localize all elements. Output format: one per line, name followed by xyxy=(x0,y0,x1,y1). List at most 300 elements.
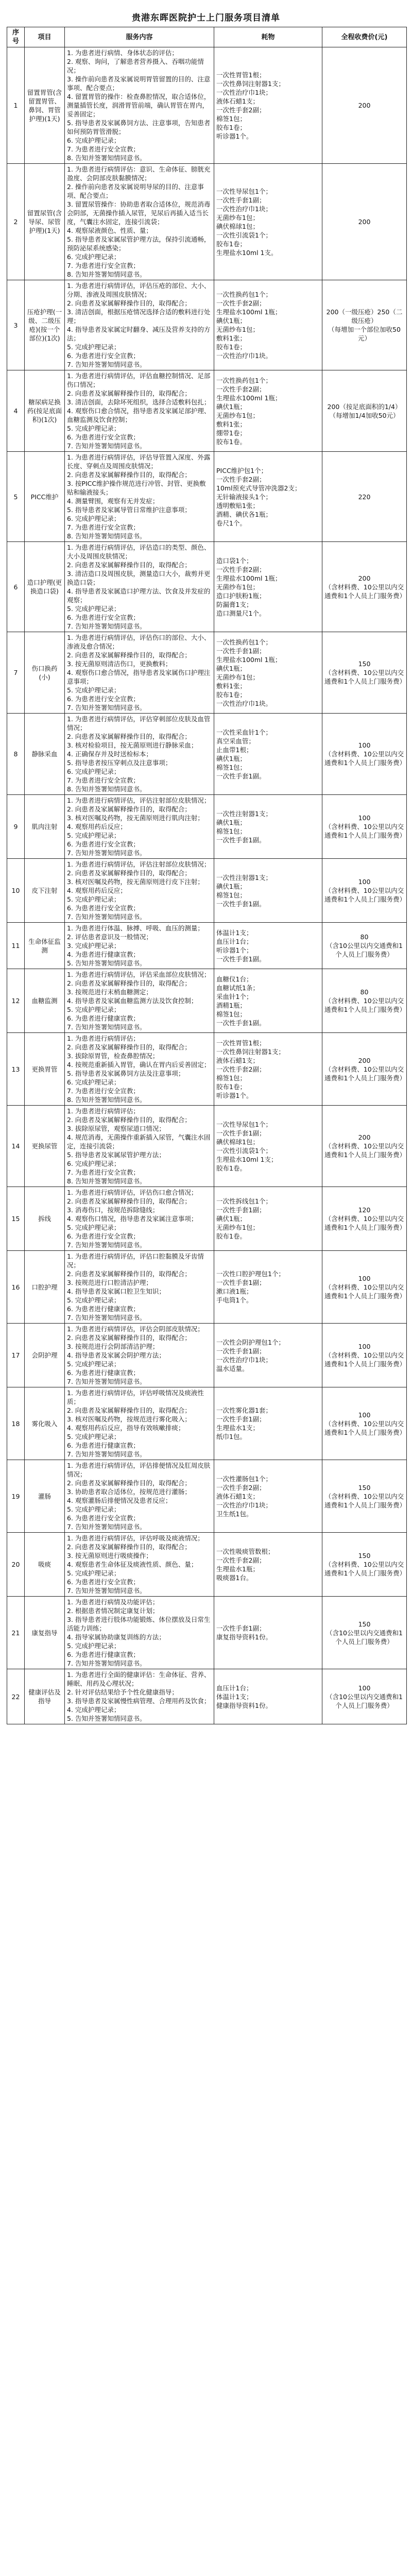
service-materials xyxy=(214,714,322,795)
row-number: 10 xyxy=(7,859,25,923)
service-name: 造口护理(更换造口袋) xyxy=(25,542,65,632)
content-line: 3. 按规范进行会阴部清洁护理； xyxy=(67,1343,159,1350)
content-line: 5. 完成护理记录； xyxy=(67,1642,121,1650)
content-line: 1. 为患者进行病情评估，评估伤口愈合情况； xyxy=(67,1189,198,1196)
service-materials xyxy=(214,47,322,164)
table-row xyxy=(7,280,407,370)
material-line: 一次性导尿包1个； xyxy=(216,187,272,195)
material-line: 一次性采血针1个； xyxy=(216,728,272,736)
material-line: 无菌纱布1包； xyxy=(216,326,259,333)
price-value: 200 xyxy=(358,1133,371,1141)
content-line: 6. 完成护理记录； xyxy=(67,768,121,775)
content-line: 2. 向患者及家属解释操作目的，取得配合； xyxy=(67,805,191,813)
material-line: 血糖试纸1条； xyxy=(216,984,259,992)
content-line: 1. 为患者进行病情评估，评估注射部位皮肤情况； xyxy=(67,796,211,804)
price-note: （含材料费、10公里以内交通费和1个人员上门服务费） xyxy=(324,583,406,600)
price-value: 150 xyxy=(358,1620,371,1628)
row-number: 13 xyxy=(7,1033,25,1106)
material-line: 漱口液1瓶； xyxy=(216,1287,253,1295)
material-line: 敷料1张； xyxy=(216,420,246,428)
content-line: 2. 向患者及家属解释操作目的，取得配合； xyxy=(67,561,191,569)
material-line: 吸痰器1台。 xyxy=(216,1573,253,1582)
price-value: 150 xyxy=(358,1552,371,1560)
material-line: 防漏膏1支； xyxy=(216,600,253,608)
service-content xyxy=(65,1106,214,1187)
service-content xyxy=(65,1387,214,1460)
content-line: 5. 指导患者及家属导管日常维护注意事项； xyxy=(67,506,191,514)
service-content xyxy=(65,969,214,1033)
service-content xyxy=(65,1251,214,1324)
content-line: 3. 协助患者取合适体位，按规范进行灌肠； xyxy=(67,1488,191,1496)
table-row xyxy=(7,164,407,280)
price-value: 100 xyxy=(358,1411,371,1419)
table-row xyxy=(7,1460,407,1533)
service-name: 压疮护理(一级、二级压疮)(按一个部位)(1次) xyxy=(25,280,65,370)
price-note: （含材料费、10公里以内交通费和1个人员上门服务费） xyxy=(324,1142,406,1159)
content-line: 3. 清洁造口及周围皮肤，测量造口大小，裁剪并更换造口袋； xyxy=(67,570,211,586)
table-row xyxy=(7,1033,407,1106)
row-number: 2 xyxy=(7,164,25,280)
row-number: 12 xyxy=(7,969,25,1033)
material-line: 采血针1个； xyxy=(216,992,253,1001)
row-number: 1 xyxy=(7,47,25,164)
table-row xyxy=(7,923,407,969)
material-line: 碘伏棉球1包； xyxy=(216,1138,259,1146)
service-price xyxy=(322,1187,407,1251)
content-line: 7. 为患者进行安全宣教； xyxy=(67,262,140,269)
material-line: 一次性注射器1支； xyxy=(216,809,272,818)
material-line: 一次性手套1副； xyxy=(216,196,266,204)
material-line: 10ml预充式导管冲洗器2支； xyxy=(216,484,301,492)
row-number: 18 xyxy=(7,1387,25,1460)
content-line: 6. 完成护理记录； xyxy=(67,137,121,144)
content-line: 7. 告知并签署知情同意书。 xyxy=(67,622,146,630)
content-line: 7. 告知并签署知情同意书。 xyxy=(67,849,146,857)
service-name: 更换尿管 xyxy=(25,1106,65,1187)
service-content xyxy=(65,1187,214,1251)
service-content xyxy=(65,1324,214,1387)
content-line: 1. 为患者进行病情评估，评估造口的类型、颜色、大小及周围皮肤情况； xyxy=(67,544,211,560)
content-line: 6. 为患者进行健康宣教； xyxy=(67,1369,140,1377)
material-line: 胶布1卷。 xyxy=(216,1164,246,1172)
service-name: 留置尿管(含导尿、尿管护理)(1天) xyxy=(25,164,65,280)
content-line: 6. 为患者进行健康宣教； xyxy=(67,1305,140,1313)
content-line: 5. 指导患者及家属鼻饲方法及注意事项； xyxy=(67,1070,185,1077)
content-line: 2. 向患者及家属解释操作目的，取得配合； xyxy=(67,471,191,479)
table-row xyxy=(7,1324,407,1387)
material-line: 绷带1卷； xyxy=(216,429,246,437)
material-line: 敷料1张； xyxy=(216,682,246,690)
material-line: 血压计1台； xyxy=(216,1684,253,1692)
content-line: 6. 为患者进行安全宣教； xyxy=(67,1514,140,1522)
content-line: 2. 向患者及家属解释操作目的，取得配合； xyxy=(67,1197,191,1205)
price-note: （含10公里以内交通费和1个人员上门服务费） xyxy=(326,942,403,958)
row-number: 14 xyxy=(7,1106,25,1187)
material-line: 棉签1包； xyxy=(216,763,246,771)
material-line: 一次性导尿包1个； xyxy=(216,1120,272,1128)
service-price xyxy=(322,795,407,859)
document-title: 贵港东晖医院护士上门服务项目清单 xyxy=(132,13,280,23)
material-line: 一次性注射器1支； xyxy=(216,873,272,882)
material-line: 碘伏1瓶； xyxy=(216,1215,246,1223)
content-line: 6. 完成护理记录； xyxy=(67,253,121,261)
content-line: 1. 为患者进行病情评估； xyxy=(67,1107,140,1115)
price-value: 200 xyxy=(358,101,371,109)
content-line: 5. 告知并签署知情同意书。 xyxy=(67,1715,146,1722)
material-line: 一次性胃管1根； xyxy=(216,71,266,79)
content-line: 6. 为患者进行安全宣教； xyxy=(67,1578,140,1586)
row-number: 15 xyxy=(7,1187,25,1251)
content-line: 1. 为患者进行病情、身体状态的评估； xyxy=(67,49,178,57)
price-note: （含材料费、10公里以内交通费和1个人员上门服务费） xyxy=(324,887,406,903)
service-materials xyxy=(214,1187,322,1251)
price-value: 80 xyxy=(360,988,369,996)
row-number: 7 xyxy=(7,632,25,714)
material-line: 生理盐水1瓶； xyxy=(216,1565,259,1573)
material-line: 生理盐水10ml 1支； xyxy=(216,1155,278,1163)
service-price xyxy=(322,1324,407,1387)
material-line: 无菌纱布1包； xyxy=(216,1224,259,1231)
content-line: 3. 消毒伤口，按规范拆除缝线； xyxy=(67,1206,159,1214)
content-line: 8. 告知并签署知情同意书。 xyxy=(67,785,146,793)
price-note: （每增加一个部位加收50元） xyxy=(328,326,401,342)
content-line: 8. 告知并签署知情同意书。 xyxy=(67,154,146,162)
service-materials xyxy=(214,795,322,859)
content-line: 1. 为患者进行病情评估，评估穿刺部位皮肤及血管情况； xyxy=(67,715,211,732)
content-line: 7. 为患者进行安全宣教； xyxy=(67,1168,140,1176)
service-price xyxy=(322,542,407,632)
content-line: 5. 完成护理记录； xyxy=(67,1360,121,1368)
material-line: 一次性手套2副； xyxy=(216,299,266,307)
content-line: 7. 告知并签署知情同意书。 xyxy=(67,1314,146,1321)
content-line: 8. 告知并签署知情同意书。 xyxy=(67,270,146,278)
price-value: 200（按足底面积的1/4） xyxy=(327,402,402,411)
material-line: 温水适量。 xyxy=(216,1364,249,1372)
row-number: 4 xyxy=(7,370,25,452)
content-line: 6. 为患者进行安全宣教； xyxy=(67,352,140,360)
material-line: PICC维护包1个； xyxy=(216,466,268,474)
price-value: 80 xyxy=(360,933,369,941)
content-line: 7. 告知并签署知情同意书。 xyxy=(67,704,146,711)
service-materials xyxy=(214,1106,322,1187)
material-line: 生理盐水100ml 1瓶； xyxy=(216,574,282,582)
price-note: （含10公里以内交通费和1个人员上门服务费） xyxy=(326,1692,403,1709)
material-line: 碘伏1瓶； xyxy=(216,402,246,411)
content-line: 4. 指导患者及家属造口护理方法、饮食及并发症的观察； xyxy=(67,587,211,604)
service-materials xyxy=(214,1669,322,1724)
price-note: （含材料费、10公里以内交通费和1个人员上门服务费） xyxy=(324,1561,406,1577)
content-line: 6. 为患者进行健康宣教； xyxy=(67,1442,140,1449)
content-line: 1. 为患者进行病情评估，评估导管置入深度、外露长度、穿刺点及周围皮肤情况； xyxy=(67,453,211,470)
content-line: 4. 观察灌肠后排便情况及患者反应； xyxy=(67,1497,172,1504)
content-line: 3. 按规范进行末梢血糖测定； xyxy=(67,988,152,996)
content-line: 3. 完成护理记录； xyxy=(67,942,121,950)
material-line: 一次性手套1副； xyxy=(216,647,266,655)
service-content xyxy=(65,542,214,632)
content-line: 3. 指导患者及家属慢性病管理、合理用药及饮食； xyxy=(67,1697,211,1705)
service-name: 静脉采血 xyxy=(25,714,65,795)
content-line: 4. 观察尿液颜色、性质、量； xyxy=(67,227,152,234)
table-row xyxy=(7,969,407,1033)
table-row xyxy=(7,1669,407,1724)
content-line: 2. 评估患者意识及一般情况； xyxy=(67,933,152,941)
table-header-row xyxy=(7,27,407,47)
material-line: 一次性灌肠包1个； xyxy=(216,1475,272,1483)
material-line: 卫生纸1包。 xyxy=(216,1510,253,1518)
header-no: 序号 xyxy=(7,27,25,47)
content-line: 7. 为患者进行安全宣教； xyxy=(67,1087,140,1095)
material-line: 无菌纱布1包； xyxy=(216,213,259,222)
material-line: 一次性鼻饲注射器1支； xyxy=(216,79,285,88)
content-line: 4. 按规范重新插入胃管，确认在胃内后妥善固定； xyxy=(67,1061,211,1069)
material-line: 透明敷贴1张； xyxy=(216,501,259,510)
material-line: 一次性吸痰管数根； xyxy=(216,1547,274,1555)
content-line: 5. 完成护理记录； xyxy=(67,1505,121,1513)
price-value: 200 xyxy=(358,574,371,582)
content-line: 5. 告知并签署知情同意书。 xyxy=(67,959,146,967)
content-line: 1. 为患者进行病情评估，评估会阴部皮肤情况； xyxy=(67,1325,204,1333)
material-line: 一次性手套2副； xyxy=(216,385,266,393)
content-line: 4. 指导患者及家属口腔卫生知识； xyxy=(67,1287,165,1295)
material-line: 一次性换药包1个； xyxy=(216,376,272,384)
service-materials xyxy=(214,859,322,923)
row-number: 11 xyxy=(7,923,25,969)
content-line: 6. 完成护理记录； xyxy=(67,515,121,522)
material-line: 碘伏1瓶； xyxy=(216,754,246,762)
content-line: 2. 向患者及家属解释操作目的，取得配合； xyxy=(67,389,191,397)
content-line: 6. 为患者进行安全宣教； xyxy=(67,614,140,621)
material-line: 一次性治疗巾1块。 xyxy=(216,352,272,360)
service-price xyxy=(322,47,407,164)
table-row xyxy=(7,714,407,795)
content-line: 2. 针对评估结果给予个性化健康指导； xyxy=(67,1688,178,1696)
service-price xyxy=(322,1460,407,1533)
content-line: 2. 观察、询问，了解患者营养摄入、吞咽功能情况； xyxy=(67,58,204,74)
content-line: 5. 完成护理记录； xyxy=(67,425,121,432)
content-line: 1. 为患者进行病情评估，评估采血部位皮肤情况； xyxy=(67,971,211,978)
service-materials xyxy=(214,1033,322,1106)
material-line: 胶布1卷； xyxy=(216,343,246,351)
service-price xyxy=(322,859,407,923)
price-value: 100 xyxy=(358,1274,371,1282)
service-name: 吸痰 xyxy=(25,1533,65,1597)
content-line: 7. 为患者进行安全宣教； xyxy=(67,776,140,784)
content-line: 6. 为患者进行安全宣教； xyxy=(67,433,140,441)
content-line: 7. 告知并签署知情同意书。 xyxy=(67,361,146,368)
material-line: 真空采血管； xyxy=(216,737,255,745)
table-body xyxy=(7,47,407,1724)
content-line: 1. 为患者进行病情评估，评估注射部位皮肤情况； xyxy=(67,860,211,868)
content-line: 1. 为患者进行病情评估，评估伤口的部位、大小、渗液及愈合情况； xyxy=(67,634,211,650)
content-line: 4. 观察患者生命体征及痰液性质、颜色、量； xyxy=(67,1561,198,1568)
material-line: 碘伏1瓶； xyxy=(216,317,246,325)
price-note: （含材料费、10公里以内交通费和1个人员上门服务费） xyxy=(324,750,406,767)
material-line: 无针输液接头1个； xyxy=(216,493,272,501)
material-line: 酒精、碘伏各1瓶； xyxy=(216,510,272,518)
content-line: 7. 告知并签署知情同意书。 xyxy=(67,913,146,921)
content-line: 4. 观察伤口情况，指导患者及家属注意事项； xyxy=(67,1215,198,1223)
material-line: 棉签1包； xyxy=(216,1010,246,1018)
service-price xyxy=(322,714,407,795)
content-line: 2. 向患者及家属解释操作目的，取得配合； xyxy=(67,869,191,877)
service-name: 留置胃管(含留置胃管、鼻饲、胃管护理)(1天) xyxy=(25,47,65,164)
price-value: 100 xyxy=(358,1684,371,1692)
content-line: 4. 观察用药后反应； xyxy=(67,887,127,894)
material-line: 棉签1包； xyxy=(216,827,246,835)
table-row xyxy=(7,1597,407,1669)
row-number: 8 xyxy=(7,714,25,795)
material-line: 一次性手套1副。 xyxy=(216,772,266,780)
content-line: 4. 观察伤口愈合情况，指导患者及家属伤口护理注意事项； xyxy=(67,669,211,685)
material-line: 一次性治疗巾1块； xyxy=(216,88,272,96)
service-content xyxy=(65,923,214,969)
material-line: 一次性引流袋1个； xyxy=(216,1146,272,1155)
content-line: 1. 为患者进行病情评估； xyxy=(67,1035,140,1042)
material-line: 一次性手套1副。 xyxy=(216,1019,266,1027)
content-line: 1. 为患者进行病情评估，评估口腔黏膜及牙齿情况； xyxy=(67,1252,204,1269)
material-line: 敷料1张； xyxy=(216,334,246,342)
table-row xyxy=(7,795,407,859)
content-line: 5. 完成护理记录； xyxy=(67,343,121,351)
material-line: 一次性手套1副； xyxy=(216,1347,266,1355)
service-name: 口腔护理 xyxy=(25,1251,65,1324)
material-line: 手电筒1个。 xyxy=(216,1296,253,1304)
content-line: 2. 向患者及家属解释操作目的，取得配合； xyxy=(67,1543,191,1551)
content-line: 5. 完成护理记录； xyxy=(67,605,121,613)
price-value: 100 xyxy=(358,1343,371,1350)
table-row xyxy=(7,859,407,923)
service-price xyxy=(322,923,407,969)
content-line: 3. 按PICC维护操作规范进行冲管、封管、更换敷贴和输液接头； xyxy=(67,480,206,496)
content-line: 5. 完成护理记录； xyxy=(67,1569,121,1577)
content-line: 4. 为患者进行健康宣教； xyxy=(67,951,140,958)
content-line: 3. 清洁创面，去除坏死组织，选择合适敷料包扎； xyxy=(67,398,211,406)
content-line: 5. 完成护理记录； xyxy=(67,1224,121,1231)
table-row xyxy=(7,1533,407,1597)
content-line: 7. 告知并签署知情同意书。 xyxy=(67,1023,146,1031)
price-value: 100 xyxy=(358,814,371,822)
service-price xyxy=(322,1669,407,1724)
content-line: 5. 指导患者及家属尿管护理方法； xyxy=(67,1151,165,1159)
service-materials xyxy=(214,632,322,714)
service-name: 健康评估及指导 xyxy=(25,1669,65,1724)
row-number: 21 xyxy=(7,1597,25,1669)
material-line: 造口护肤粉1瓶； xyxy=(216,591,266,600)
material-line: 一次性手套2副； xyxy=(216,1556,266,1564)
header-content: 服务内容 xyxy=(65,27,214,47)
service-materials xyxy=(214,969,322,1033)
material-line: 碘伏1瓶； xyxy=(216,664,246,672)
content-line: 2. 向患者及家属解释操作目的，取得配合； xyxy=(67,1043,191,1051)
service-price xyxy=(322,280,407,370)
content-line: 7. 告知并签署知情同意书。 xyxy=(67,1241,146,1249)
material-line: 一次性手套1副； xyxy=(216,1624,266,1632)
content-line: 4. 正确保存并及时送检标本； xyxy=(67,750,152,758)
service-price xyxy=(322,1251,407,1324)
material-line: 一次性雾化器1套； xyxy=(216,1406,272,1414)
service-content xyxy=(65,47,214,164)
service-price xyxy=(322,1387,407,1460)
price-value: 150 xyxy=(358,660,371,668)
material-line: 胶布1卷； xyxy=(216,690,246,699)
material-line: 止血带1根； xyxy=(216,745,253,754)
price-value: 100 xyxy=(358,878,371,886)
service-name: 糖尿病足换药(按足底面积)(1次) xyxy=(25,370,65,452)
service-name: 伤口换药(小) xyxy=(25,632,65,714)
material-line: 胶布1卷； xyxy=(216,123,246,131)
service-table xyxy=(7,27,407,1724)
content-line: 4. 指导患者及家属血糖监测方法及饮食控制； xyxy=(67,997,198,1005)
content-line: 8. 告知并签署知情同意书。 xyxy=(67,1177,146,1185)
material-line: 一次性手套1副； xyxy=(216,1279,266,1286)
service-content xyxy=(65,452,214,542)
content-line: 2. 向患者及家属解释操作目的，取得配合； xyxy=(67,1479,191,1487)
service-materials xyxy=(214,280,322,370)
service-content xyxy=(65,1669,214,1724)
material-line: 碘伏1瓶； xyxy=(216,818,246,826)
content-line: 3. 按规范进行口腔清洁护理； xyxy=(67,1279,152,1286)
material-line: 酒精1瓶； xyxy=(216,1001,246,1009)
service-content xyxy=(65,632,214,714)
price-value: 200（一级压疮）250（二级压疮） xyxy=(326,308,403,325)
service-name: 更换胃管 xyxy=(25,1033,65,1106)
service-name: 雾化吸入 xyxy=(25,1387,65,1460)
content-line: 5. 完成护理记录； xyxy=(67,1006,121,1013)
row-number: 19 xyxy=(7,1460,25,1533)
material-line: 一次性治疗巾1块； xyxy=(216,205,272,213)
material-line: 一次性手套2副； xyxy=(216,475,266,483)
price-note: （含材料费、10公里以内交通费和1个人员上门服务费） xyxy=(324,1215,406,1231)
service-content xyxy=(65,795,214,859)
content-line: 5. 完成护理记录； xyxy=(67,832,121,839)
material-line: 生理盐水100ml 1瓶； xyxy=(216,655,282,664)
content-line: 7. 告知并签署知情同意书。 xyxy=(67,1450,146,1458)
row-number: 20 xyxy=(7,1533,25,1597)
material-line: 听诊器1个。 xyxy=(216,132,253,140)
material-line: 一次性手套1副； xyxy=(216,1129,266,1137)
material-line: 康复指导资料1份。 xyxy=(216,1633,272,1641)
table-row xyxy=(7,1106,407,1187)
material-line: 一次性治疗巾1块； xyxy=(216,1501,272,1509)
content-line: 3. 核对检验项目，按无菌原则进行静脉采血； xyxy=(67,741,198,749)
material-line: 一次性手套1副。 xyxy=(216,955,266,963)
content-line: 2. 根据患者情况制定康复计划； xyxy=(67,1607,159,1615)
table-row xyxy=(7,632,407,714)
material-line: 听诊器1个。 xyxy=(216,1091,253,1099)
material-line: 液体石蜡1支； xyxy=(216,1056,259,1064)
service-materials xyxy=(214,1533,322,1597)
service-price xyxy=(322,1106,407,1187)
content-line: 4. 指导患者及家属定时翻身、减压及营养支持的方法； xyxy=(67,326,211,342)
service-content xyxy=(65,714,214,795)
material-line: 胶布1卷。 xyxy=(216,1232,246,1240)
content-line: 2. 向患者及家属解释操作目的，取得配合； xyxy=(67,1116,191,1124)
service-name: PICC维护 xyxy=(25,452,65,542)
material-line: 一次性拆线包1个； xyxy=(216,1197,272,1205)
price-note: （含材料费、10公里以内交通费和1个人员上门服务费） xyxy=(324,1283,406,1300)
service-name: 拆线 xyxy=(25,1187,65,1251)
content-line: 6. 为患者进行安全宣教； xyxy=(67,904,140,912)
material-line: 棉签1包； xyxy=(216,114,246,123)
content-line: 1. 为患者进行全面的健康评估：生命体征、营养、睡眠、用药及心理状况； xyxy=(67,1671,211,1687)
content-line: 6. 完成护理记录； xyxy=(67,1078,121,1086)
material-line: 体温计1支； xyxy=(216,928,253,937)
service-price xyxy=(322,1533,407,1597)
material-line: 液体石蜡1支； xyxy=(216,1492,259,1500)
service-price xyxy=(322,969,407,1033)
table-row xyxy=(7,542,407,632)
content-line: 1. 为患者进行体温、脉搏、呼吸、血压的测量； xyxy=(67,924,204,932)
